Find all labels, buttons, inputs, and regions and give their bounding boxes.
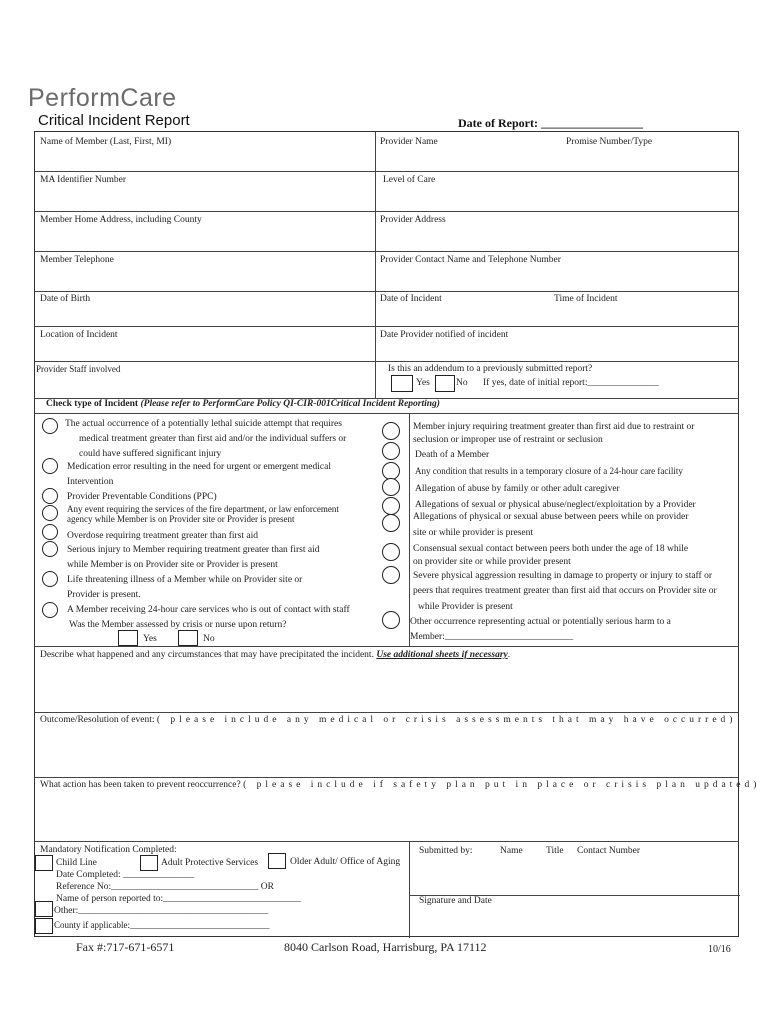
- county-field[interactable]: County if applicable:_______________________________: [54, 920, 270, 930]
- row-divider: [35, 777, 738, 778]
- provider-staff-field[interactable]: Provider Staff involved: [36, 364, 121, 374]
- check-right-text: Allegation of abuse by family or other adult caregiver: [415, 484, 620, 494]
- check-right-text: peers that requires treatment greater than first aid that occurs on Provider site or: [413, 586, 717, 596]
- address: 8040 Carlson Road, Harrisburg, PA 17112: [284, 940, 487, 954]
- row-divider: [35, 841, 738, 842]
- out-of-contact-radio[interactable]: [42, 602, 58, 618]
- row-divider: [35, 712, 738, 713]
- check-right-text: seclusion or improper use of restraint or seclusion: [413, 435, 603, 445]
- column-divider: [409, 841, 410, 938]
- ma-id-field[interactable]: MA Identifier Number: [40, 175, 127, 185]
- check-left-text: Serious injury to Member requiring treatment greater than first aid: [67, 545, 320, 555]
- check-left-text: Medication error resulting in the need for urgent or emergent medical: [67, 462, 331, 472]
- submitted-name-field[interactable]: Name: [500, 846, 523, 856]
- child-line-label: Child Line: [56, 858, 97, 868]
- column-divider: [375, 132, 376, 398]
- check-right-text: Death of a Member: [415, 450, 490, 460]
- assessed-yes-label: Yes: [143, 634, 157, 644]
- life-threatening-illness-radio[interactable]: [42, 571, 58, 587]
- check-left-text: medical treatment greater than first aid and/or the individual suffers or: [79, 434, 347, 444]
- check-left-text: Intervention: [67, 477, 114, 487]
- check-right-text: while Provider is present: [418, 602, 513, 612]
- check-right-text: Severe physical aggression resulting in damage to property or injury to staff or: [413, 571, 712, 581]
- check-left-text: could have suffered significant injury: [79, 449, 222, 459]
- check-left-text: A Member receiving 24-hour care services who is out of contact with staff: [67, 605, 350, 615]
- row-divider: [35, 413, 738, 414]
- submitted-contact-field[interactable]: Contact Number: [577, 846, 641, 856]
- date-provider-notified-field[interactable]: Date Provider notified of incident: [380, 330, 509, 340]
- check-right-text: Any condition that results in a temporary closure of a 24-hour care facility: [415, 466, 683, 476]
- check-right-text: site or while provider is present: [413, 528, 534, 538]
- ppc-radio[interactable]: [42, 488, 58, 504]
- provider-name-field[interactable]: Provider Name: [380, 137, 438, 147]
- row-divider: [35, 251, 738, 252]
- fax-number: Fax #:717-671-6571: [76, 940, 175, 954]
- reference-no-field[interactable]: Reference No:_______________________________ OR: [56, 882, 274, 892]
- physical-aggression-radio[interactable]: [382, 566, 400, 584]
- addendum-no-checkbox[interactable]: [435, 375, 455, 392]
- suicide-attempt-radio[interactable]: [42, 418, 58, 434]
- overdose-radio[interactable]: [42, 524, 58, 540]
- check-left-text: Provider is present.: [67, 590, 141, 600]
- addendum-yes-checkbox[interactable]: [391, 375, 413, 392]
- provider-contact-field[interactable]: Provider Contact Name and Telephone Number: [380, 255, 561, 265]
- aps-label: Adult Protective Services: [161, 858, 259, 868]
- date-of-report-field[interactable]: Date of Report: _________________: [458, 116, 643, 130]
- fire-law-enforcement-radio[interactable]: [42, 505, 58, 521]
- check-left-text: while Member is on Provider site or Provider is present: [67, 560, 278, 570]
- assessed-no-checkbox[interactable]: [178, 630, 198, 646]
- other-field[interactable]: Other:________________________________________: [54, 906, 269, 916]
- check-right-text: Allegations of sexual or physical abuse/neglect/exploitation by a Provider: [415, 500, 696, 510]
- check-left-text: Any event requiring the services of the fire department, or law enforcement: [67, 504, 339, 514]
- older-adult-checkbox[interactable]: [268, 853, 286, 869]
- row-divider: [35, 361, 738, 362]
- person-reported-field[interactable]: Name of person reported to:_____________________________: [56, 894, 301, 904]
- other-checkbox[interactable]: [35, 901, 53, 917]
- describe-field[interactable]: Describe what happened and any circumstances that may have precipitated the incident. Use additional sheets if necessary.: [40, 650, 511, 660]
- consensual-contact-radio[interactable]: [382, 543, 400, 561]
- level-of-care-field[interactable]: Level of Care: [383, 175, 436, 185]
- family-abuse-radio[interactable]: [382, 478, 400, 496]
- form-version: 10/16: [708, 944, 731, 955]
- check-right-text: Allegations of physical or sexual abuse between peers while on provider: [413, 512, 689, 522]
- prevent-field[interactable]: What action has been taken to prevent reoccurrence? ( please include if safety plan put in place or crisis plan updated): [40, 780, 761, 790]
- provider-abuse-radio[interactable]: [382, 497, 400, 515]
- check-left-text: Life threatening illness of a Member while on Provider site or: [67, 575, 303, 585]
- submitted-title-field[interactable]: Title: [546, 846, 564, 856]
- member-address-field[interactable]: Member Home Address, including County: [40, 215, 202, 225]
- peer-abuse-radio[interactable]: [382, 514, 400, 532]
- promise-number-field[interactable]: Promise Number/Type: [566, 137, 653, 147]
- initial-report-date-field[interactable]: If yes, date of initial report:_______________: [483, 378, 659, 388]
- check-left-text: agency while Member is on Provider site or Provider is present: [67, 514, 295, 524]
- check-type-title: Check type of Incident (Please refer to PerformCare Policy QI-CIR-001Critical Incident Reporting): [46, 399, 440, 409]
- aps-checkbox[interactable]: [140, 855, 158, 871]
- row-divider: [35, 171, 738, 172]
- member-name-field[interactable]: Name of Member (Last, First, MI): [40, 137, 172, 147]
- time-of-incident-field[interactable]: Time of Incident: [554, 294, 618, 304]
- row-divider: [35, 291, 738, 292]
- other-member-field[interactable]: Member:___________________________: [410, 632, 574, 642]
- provider-address-field[interactable]: Provider Address: [380, 215, 446, 225]
- assessed-no-label: No: [203, 634, 215, 644]
- row-divider: [35, 211, 738, 212]
- check-left-text: Overdose requiring treatment greater than first aid: [67, 531, 258, 541]
- outcome-field[interactable]: Outcome/Resolution of event: ( please include any medical or crisis assessments that may have occurred): [40, 715, 737, 725]
- mandatory-title: Mandatory Notification Completed:: [40, 845, 177, 855]
- page-title: Critical Incident Report: [38, 112, 190, 129]
- location-field[interactable]: Location of Incident: [40, 330, 118, 340]
- date-of-incident-field[interactable]: Date of Incident: [380, 294, 442, 304]
- assessed-yes-checkbox[interactable]: [118, 630, 138, 646]
- check-left-text: The actual occurrence of a potentially lethal suicide attempt that requires: [65, 419, 342, 429]
- check-right-text: on provider site or while provider present: [413, 557, 571, 567]
- older-adult-label: Older Adult/ Office of Aging: [290, 857, 401, 867]
- member-phone-field[interactable]: Member Telephone: [40, 255, 114, 265]
- performcare-logo: PerformCare: [28, 84, 177, 112]
- addendum-no-label: No: [456, 378, 468, 388]
- row-divider: [35, 326, 738, 327]
- other-occurrence-radio[interactable]: [382, 611, 400, 629]
- addendum-yes-label: Yes: [416, 378, 430, 388]
- county-checkbox[interactable]: [35, 918, 53, 934]
- check-right-text: Other occurrence representing actual or potentially serious harm to a: [410, 617, 671, 627]
- date-completed-field[interactable]: Date Completed: _______________: [56, 870, 195, 880]
- check-left-text: Provider Preventable Conditions (PPC): [67, 492, 217, 502]
- signature-field[interactable]: Signature and Date: [419, 896, 492, 906]
- serious-injury-radio[interactable]: [42, 541, 58, 557]
- column-divider: [409, 413, 410, 646]
- row-divider: [35, 646, 738, 647]
- addendum-question: Is this an addendum to a previously submitted report?: [388, 364, 593, 374]
- restraint-injury-radio[interactable]: [382, 422, 400, 440]
- check-right-text: Member injury requiring treatment greater than first aid due to restraint or: [413, 422, 695, 432]
- check-left-text: Was the Member assessed by crisis or nurse upon return?: [69, 620, 287, 630]
- medication-error-radio[interactable]: [42, 458, 58, 474]
- submitted-by-label: Submitted by:: [419, 846, 473, 856]
- dob-field[interactable]: Date of Birth: [40, 294, 91, 304]
- child-line-checkbox[interactable]: [35, 855, 53, 871]
- check-right-text: Consensual sexual contact between peers both under the age of 18 while: [413, 544, 689, 554]
- death-radio[interactable]: [382, 442, 400, 460]
